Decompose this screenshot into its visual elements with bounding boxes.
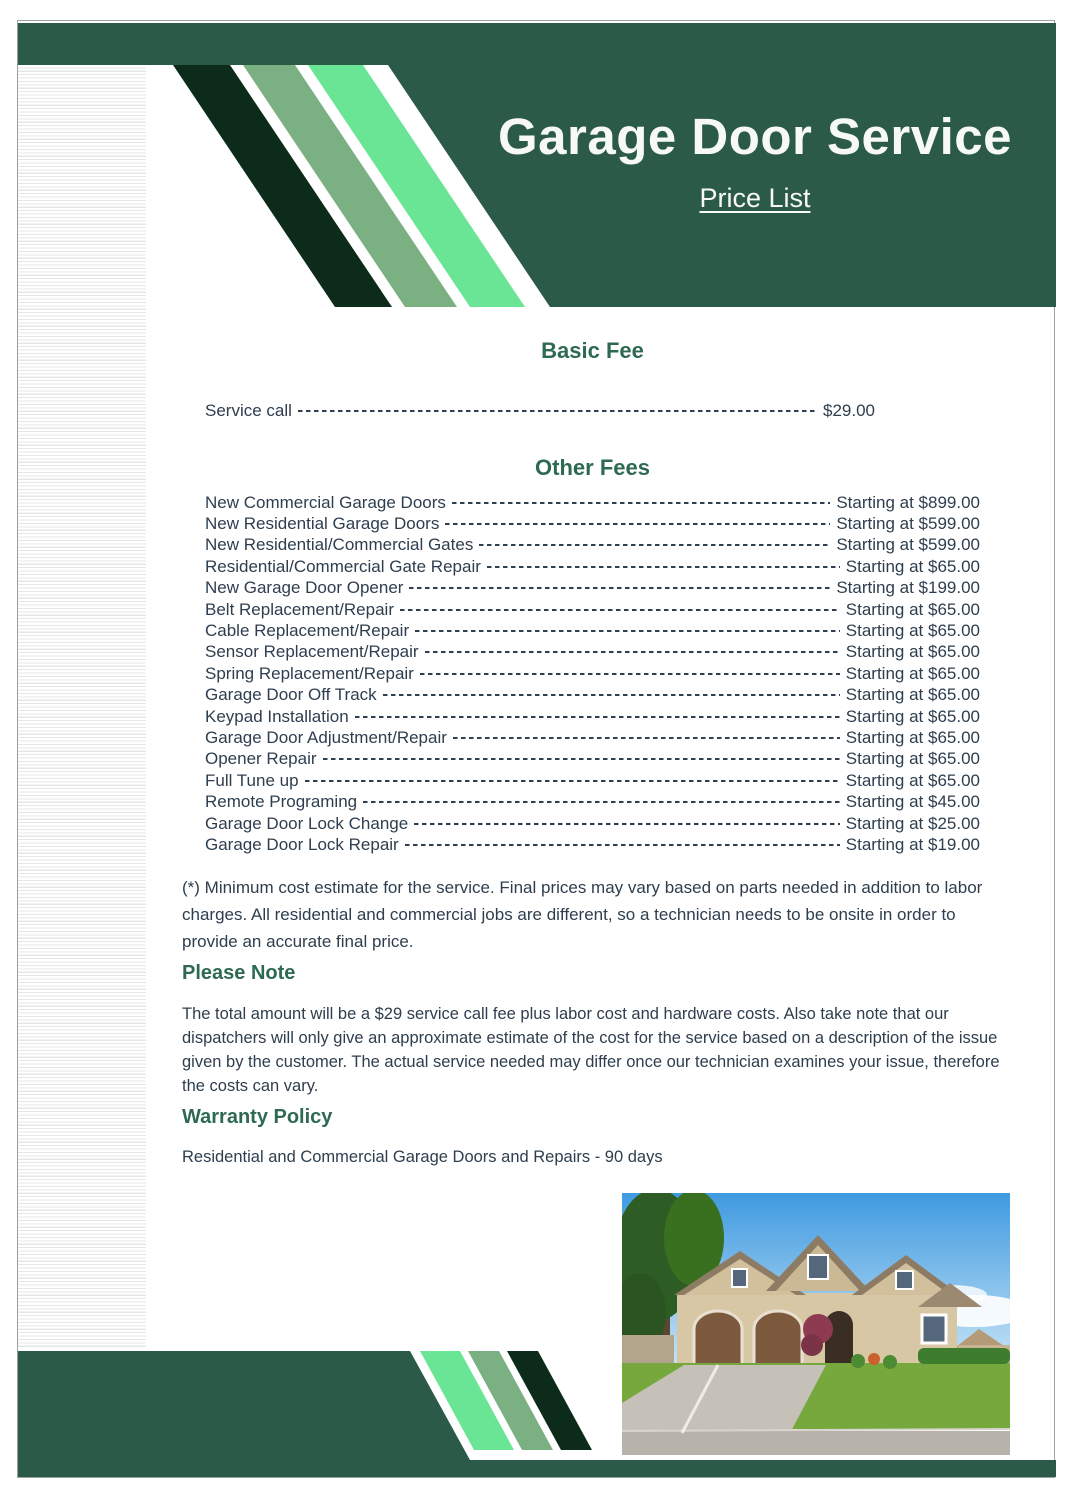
fee-label: Garage Door Lock Change xyxy=(205,813,409,833)
dash-leader xyxy=(479,544,830,546)
fee-label: Sensor Replacement/Repair xyxy=(205,642,419,662)
header-banner-graphic xyxy=(18,21,1056,331)
fee-row xyxy=(205,620,980,641)
fee-row xyxy=(205,749,980,770)
fee-price: $29.00 xyxy=(823,401,875,420)
dash-leader xyxy=(420,673,840,675)
warranty-policy-heading: Warranty Policy xyxy=(182,1106,333,1128)
other-fees-list xyxy=(205,492,980,856)
fee-row xyxy=(205,535,980,556)
dash-leader xyxy=(323,758,840,760)
dash-leader xyxy=(383,694,840,696)
fee-label: Opener Repair xyxy=(205,749,317,769)
fee-label: Garage Door Lock Repair xyxy=(205,834,399,854)
dash-leader xyxy=(305,780,840,782)
document-title: Garage Door Service xyxy=(497,108,1013,165)
dash-leader xyxy=(415,630,840,632)
fee-label: New Residential Garage Doors xyxy=(205,514,440,534)
fee-row xyxy=(205,663,980,684)
fee-price: Starting at $65.00 xyxy=(845,727,980,747)
gable-window xyxy=(896,1271,913,1289)
dash-leader xyxy=(409,587,830,589)
fee-label: Spring Replacement/Repair xyxy=(205,663,414,683)
fee-price: Starting at $25.00 xyxy=(845,813,980,833)
fee-row xyxy=(205,578,980,599)
fee-row xyxy=(205,556,980,577)
basic-fee-row xyxy=(205,400,875,422)
fee-price: Starting at $599.00 xyxy=(836,514,980,534)
please-note-heading: Please Note xyxy=(182,962,296,984)
fee-label: Keypad Installation xyxy=(205,706,349,726)
dash-leader xyxy=(487,566,840,568)
header-top-band xyxy=(18,23,1056,65)
fee-price: Starting at $199.00 xyxy=(836,578,980,598)
fee-price: Starting at $19.00 xyxy=(845,834,980,854)
fee-row xyxy=(205,706,980,727)
front-window xyxy=(922,1315,946,1343)
fee-price: Starting at $65.00 xyxy=(845,706,980,726)
fee-label: New Residential/Commercial Gates xyxy=(205,535,474,555)
fee-row xyxy=(205,834,980,855)
fee-price: Starting at $65.00 xyxy=(845,749,980,769)
fee-label: Cable Replacement/Repair xyxy=(205,621,410,641)
gable-window xyxy=(808,1255,828,1279)
fee-row xyxy=(205,513,980,534)
fee-label: Garage Door Off Track xyxy=(205,685,377,705)
basic-fee-heading: Basic Fee xyxy=(541,338,644,363)
fee-row xyxy=(205,492,980,513)
fee-label: Residential/Commercial Gate Repair xyxy=(205,556,481,576)
fee-price: Starting at $65.00 xyxy=(845,556,980,576)
gable-window xyxy=(732,1269,747,1287)
disclaimer-paragraph: (*) Minimum cost estimate for the service. Final prices may vary based on parts needed in addition to labor charges. All residential and commercial jobs are different, so a technician needs to be onsite in order to provide an accurate final price. xyxy=(182,878,983,951)
footer-bottom-strip xyxy=(18,1460,1056,1477)
fee-label: Belt Replacement/Repair xyxy=(205,599,394,619)
dash-leader xyxy=(445,523,830,525)
fee-price: Starting at $45.00 xyxy=(845,792,980,812)
footer-green-block xyxy=(18,1351,470,1460)
dash-leader xyxy=(355,716,840,718)
fee-row xyxy=(205,599,980,620)
fee-row xyxy=(205,770,980,791)
dash-leader xyxy=(453,737,840,739)
fee-label: Garage Door Adjustment/Repair xyxy=(205,727,447,747)
dash-leader xyxy=(400,609,840,611)
price-list-page xyxy=(17,20,1055,1478)
warranty-policy-text: Residential and Commercial Garage Doors and Repairs - 90 days xyxy=(182,1148,663,1166)
please-note-paragraph: The total amount will be a $29 service call fee plus labor cost and hardware costs. Also take note that our dispatchers will only give an approximate estimate of the cost for the service based on a description of the issue given by the customer. The actual service needed may differ once our technician examines your issue, therefore the costs can vary. xyxy=(182,1005,1000,1095)
fee-label: New Commercial Garage Doors xyxy=(205,492,446,512)
fee-label: Full Tune up xyxy=(205,770,299,790)
other-fees-heading: Other Fees xyxy=(535,455,650,480)
fee-label: Service call xyxy=(205,401,292,420)
document-subtitle: Price List xyxy=(699,183,811,213)
fee-row xyxy=(205,685,980,706)
fee-price: Starting at $599.00 xyxy=(836,535,980,555)
dash-leader xyxy=(452,502,830,504)
fee-price: Starting at $65.00 xyxy=(845,642,980,662)
fee-price: Starting at $65.00 xyxy=(845,621,980,641)
fee-price: Starting at $65.00 xyxy=(845,685,980,705)
fee-price: Starting at $65.00 xyxy=(845,599,980,619)
fee-row xyxy=(205,813,980,834)
dash-leader xyxy=(414,823,840,825)
dash-leader xyxy=(298,410,817,412)
fee-price: Starting at $65.00 xyxy=(845,770,980,790)
fee-price: Starting at $899.00 xyxy=(836,492,980,512)
dash-leader xyxy=(405,844,840,846)
footer-banner-graphic xyxy=(18,1348,1056,1478)
dash-leader xyxy=(363,801,840,803)
fee-label: Remote Programing xyxy=(205,792,358,812)
fee-row xyxy=(205,791,980,812)
dash-leader xyxy=(425,651,840,653)
fee-price: Starting at $65.00 xyxy=(845,663,980,683)
fee-row xyxy=(205,642,980,663)
fee-row xyxy=(205,727,980,748)
fee-label: New Garage Door Opener xyxy=(205,578,404,598)
